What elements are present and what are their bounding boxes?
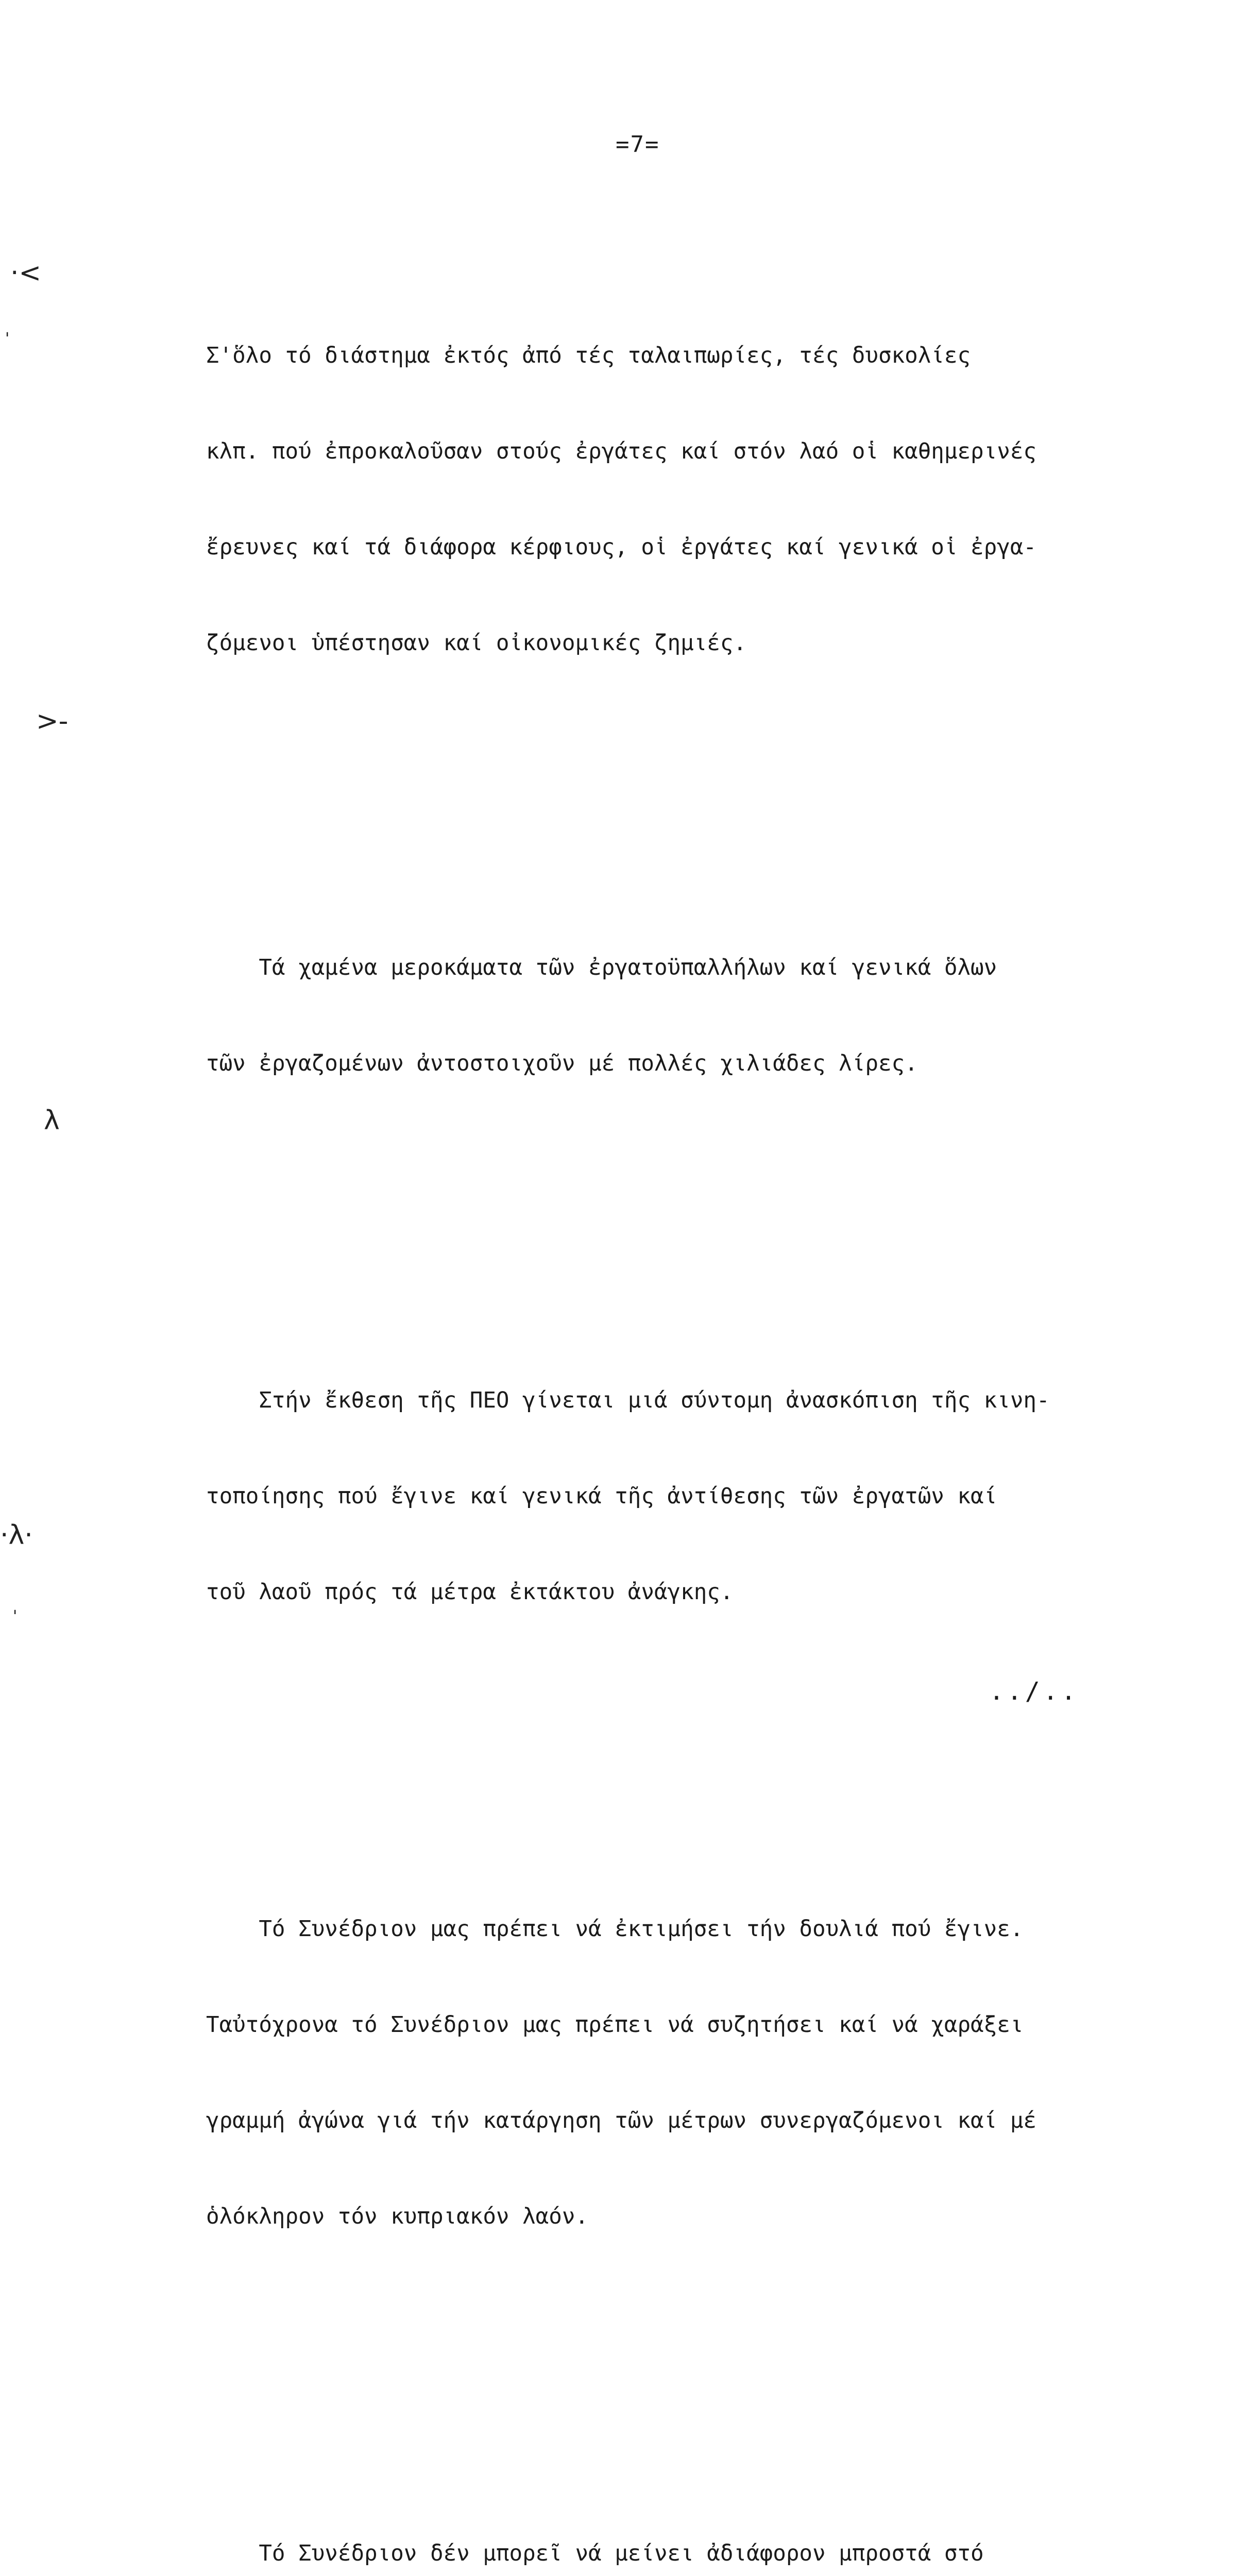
text-line: κλπ. πού ἐπροκαλοῦσαν στούς ἐργάτες καί στόν λαό οἱ καθημερινές [206, 439, 1036, 464]
text-line: γραμμή ἀγώνα γιά τήν κατάργηση τῶν μέτρων συνεργαζόμενοι καί μέ [206, 2108, 1036, 2133]
text-line: τοῦ λαοῦ πρός τά μέτρα ἐκτάκτου ἀνάγκης. [206, 1580, 734, 1605]
margin-mark-4: λ [44, 1105, 60, 1136]
text-line: ὁλόκληρον τόν κυπριακόν λαόν. [206, 2204, 589, 2229]
continuation-mark: ../.. [989, 1677, 1079, 1706]
text-line: ἔρευνες καί τά διάφορα κέρφιους, οἱ ἐργάτες καί γενικά οἱ ἐργα- [206, 535, 1036, 560]
text-line: Τό Συνέδριον δέν μπορεῖ νά μείνει ἀδιάφορον μπροστά στό [206, 2541, 984, 2566]
text-line: Σ'ὅλο τό διάστημα ἐκτός ἀπό τές ταλαιπωρίες, τές δυσκολίες [206, 343, 971, 368]
paragraph-3 [206, 1321, 1226, 1672]
margin-mark-6: ' [13, 1607, 18, 1625]
margin-mark-1: ·< [10, 258, 42, 289]
document-body [206, 180, 1226, 2576]
text-line: Στήν ἔκθεση τῆς ΠΕΟ γίνεται μιά σύντομη ἀνασκόπιση τῆς κινη- [206, 1388, 1050, 1413]
text-line: ζόμενοι ὑπέστησαν καί οἰκονομικές ζημιές. [206, 631, 747, 656]
paragraph-5 [206, 2474, 1226, 2576]
text-line: Ταὐτόχρονα τό Συνέδριον μας πρέπει νά συζητήσει καί νά χαράξει [206, 2012, 1024, 2038]
paragraph-1 [206, 276, 1226, 723]
margin-mark-3: >- [36, 706, 69, 737]
text-line: Τό Συνέδριον μας πρέπει νά ἐκτιμήσει τήν δουλιά πού ἔγινε. [206, 1917, 1024, 1942]
margin-mark-2: ' [5, 330, 10, 348]
paragraph-2 [206, 888, 1226, 1144]
margin-mark-5: ·λ· [0, 1520, 33, 1551]
paragraph-4 [206, 1850, 1226, 2297]
text-line: τοποίησης πού ἔγινε καί γενικά τῆς ἀντίθεσης τῶν ἐργατῶν καί [206, 1484, 997, 1509]
page-number: =7= [616, 131, 660, 158]
text-line: Τά χαμένα μεροκάματα τῶν ἐργατοϋπαλλήλων καί γενικά ὅλων [206, 955, 997, 980]
text-line: τῶν ἐργαζομένων ἀντοστοιχοῦν μέ πολλές χιλιάδες λίρες. [206, 1051, 918, 1076]
